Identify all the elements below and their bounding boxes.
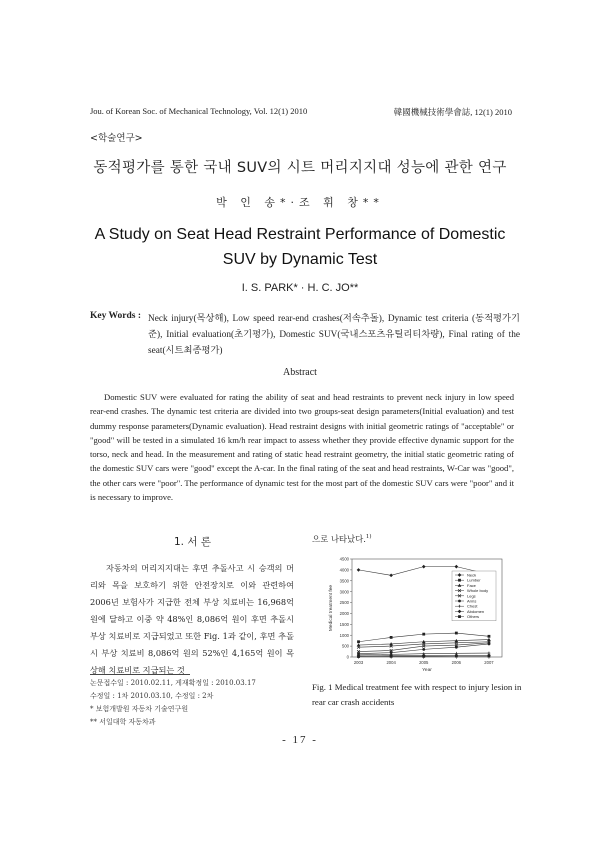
data-point	[422, 655, 425, 658]
data-point	[488, 643, 491, 646]
y-tick-label: 500	[342, 643, 349, 649]
data-point	[390, 636, 393, 639]
data-point	[357, 640, 360, 643]
citation-superscript: 1)	[365, 534, 372, 541]
english-authors: I. S. PARK* · H. C. JO**	[241, 282, 359, 294]
article-type-tag: <학술연구>	[90, 133, 143, 144]
data-point	[455, 565, 459, 569]
legend-entry: Whole body	[467, 588, 489, 594]
continuation-text: 으로 나타났다.	[312, 534, 366, 544]
page-number: - 17 -	[282, 734, 318, 746]
legend-entry: Others	[467, 614, 480, 620]
korean-title: 동적평가를 통한 국내 SUV의 시트 머리지지대 성능에 관한 연구	[93, 160, 507, 176]
data-point	[357, 655, 360, 658]
journal-header-left: Jou. of Korean Soc. of Mechanical Technology, Vol. 12(1) 2010	[90, 106, 308, 116]
keywords-label: Key Words :	[90, 311, 142, 321]
footnote-divider	[90, 674, 190, 675]
y-tick-label: 3000	[339, 589, 349, 595]
figure-caption: Fig. 1 Medical treatment fee with respect to injury lesion in rear car crash accidents	[312, 682, 522, 707]
footnote-revised: 수정일 : 1차 2010.03.10, 수정일 : 2차	[90, 692, 214, 700]
english-title	[80, 222, 520, 272]
x-tick-label: 2005	[419, 660, 429, 665]
footnote-affiliation-2: ** 서일대학 자동차과	[90, 718, 156, 726]
section1-heading: 1. 서 론	[174, 536, 211, 548]
data-point	[422, 565, 426, 569]
legend-entry: Chest	[467, 603, 478, 609]
x-tick-label: 2007	[484, 660, 494, 665]
data-point	[389, 574, 393, 578]
x-tick-label: 2004	[386, 660, 396, 665]
legend-marker	[458, 615, 461, 618]
keywords-text: Neck injury(목상해), Low speed rear-end crashes(저속추돌), Dynamic test criteria (동적평가기준), Initial evaluation(초기평가), Domestic SUV(국내스포츠유틸리티차량), Final rating of the seat(시트최종평가)	[148, 314, 520, 356]
legend-marker	[458, 600, 461, 603]
data-point	[390, 655, 393, 658]
legend-entry: Face	[467, 582, 476, 588]
y-tick-label: 3500	[339, 578, 349, 584]
legend-entry: Arms	[467, 598, 477, 604]
data-point	[488, 635, 491, 638]
legend-entry: Neck	[467, 572, 477, 578]
y-tick-label: 4000	[339, 567, 349, 573]
data-point	[455, 655, 458, 658]
abstract-heading: Abstract	[283, 367, 317, 378]
legend-entry: Legs	[467, 593, 476, 599]
journal-header-right: 韓國機械技術學會誌, 12(1) 2010	[393, 107, 512, 117]
y-tick-label: 4500	[339, 556, 349, 562]
legend-marker	[458, 579, 461, 582]
right-column-continuation	[312, 533, 372, 545]
section1-body: 자동차의 머리지지대는 후면 추돌사고 시 승객의 머리와 목을 보호하기 위한 안전장치로 이와 관련하여 2006년 보험사가 지급한 전체 부상 치료비는 16,968억 원에 달하고 이중 약 48%인 8,086억 원이 후면 추돌시 부상 치료비로 지급되었고 또한 Fig. 1과 같이, 후면 추돌시 부상 치료비 8,086억 원의 52%인 4,165억 원이 목 상해 치료비로 지급되는 것	[90, 563, 294, 675]
data-point	[422, 648, 425, 651]
abstract-text: Domestic SUV were evaluated for rating the ability of seat and head restraints to prevent neck injury in low speed rear-end crashes. The dynamic test criteria are divided into two groups-seat design parameters(Initial evaluation) and test dummy response parameters(Dynamic evaluation). Head restraint designs with initial geometric ratings of "acceptable" or "good" will be tested in a simulated 16 km/h rear impact to assess whether they provide effective dynamic support for the torso, neck and head. In the measurement and rating of static head restraint geometry, the initial static geometric rating of the domestic SUV cars were "good" except the A-car. In the final rating of the seat and head restraints, W-Car was "good", the other cars were "poor". The performance of dynamic test for the most part of the domestic SUV cars were "poor" and it is necessary to improve.	[90, 392, 514, 503]
medical-fee-chart	[312, 553, 520, 673]
english-title-line2: SUV by Dynamic Test	[222, 251, 378, 268]
footnote-received: 논문접수일 : 2010.02.11, 게재확정일 : 2010.03.17	[90, 679, 256, 687]
y-tick-label: 1500	[339, 621, 349, 627]
y-tick-label: 2500	[339, 600, 349, 606]
x-axis-label: Year	[422, 668, 432, 673]
y-tick-label: 1000	[339, 632, 349, 638]
legend-entry: Abdomen	[467, 608, 485, 614]
x-tick-label: 2006	[451, 660, 462, 665]
data-point	[455, 632, 458, 635]
data-point	[455, 646, 458, 649]
data-point	[488, 655, 491, 658]
y-axis-label: Medical treatment fee	[329, 584, 334, 632]
legend-entry: Lumber	[467, 577, 481, 583]
y-tick-label: 2000	[339, 611, 349, 617]
data-point	[422, 633, 425, 636]
x-tick-label: 2003	[353, 660, 364, 665]
data-point	[357, 568, 361, 572]
footnote-affiliation-1: * 보험개발원 자동차 기술연구원	[90, 705, 189, 713]
korean-authors: 박 인 송*·조 휘 창**	[216, 196, 384, 209]
y-tick-label: 0	[346, 654, 349, 660]
english-title-line1: A Study on Seat Head Restraint Performance of Domestic	[94, 226, 506, 243]
